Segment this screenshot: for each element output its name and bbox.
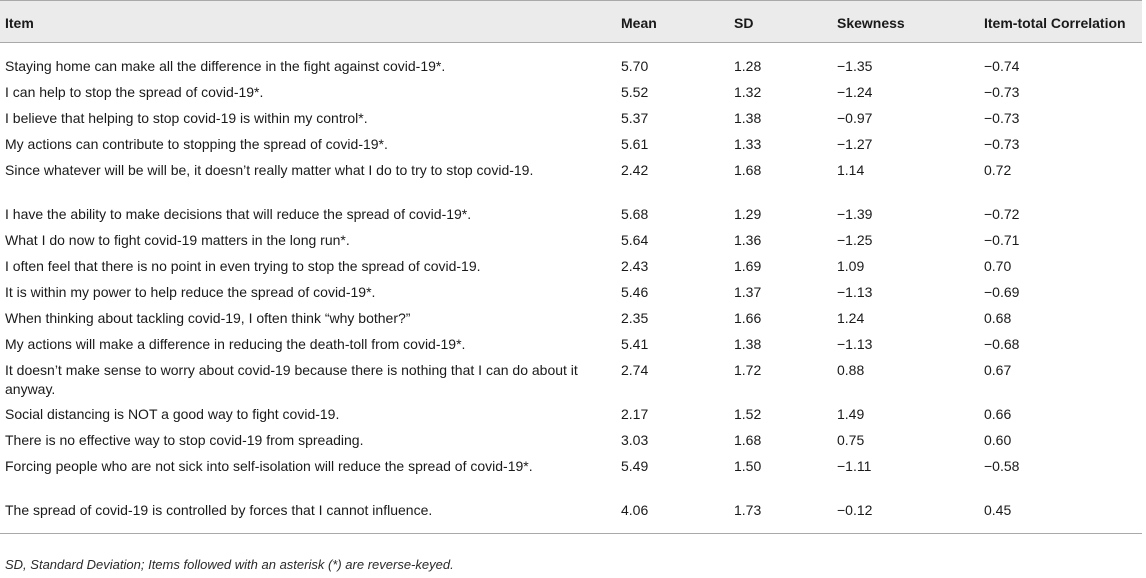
cell-skewness: −1.25 — [837, 232, 873, 248]
cell-item-total-correlation: −0.74 — [984, 58, 1020, 74]
cell-mean: 2.43 — [621, 258, 649, 274]
table-row — [0, 54, 1142, 80]
cell-item: There is no effective way to stop covid-19 from spreading. — [5, 432, 364, 448]
cell-mean: 5.61 — [621, 136, 649, 152]
table-row — [0, 280, 1142, 306]
cell-item: Staying home can make all the difference in the fight against covid-19*. — [5, 58, 446, 74]
cell-skewness: −1.27 — [837, 136, 873, 152]
cell-skewness: 1.09 — [837, 258, 865, 274]
cell-item-total-correlation: 0.45 — [984, 502, 1012, 518]
cell-skewness: −1.24 — [837, 84, 873, 100]
cell-item-total-correlation: 0.66 — [984, 406, 1012, 422]
table-row — [0, 132, 1142, 158]
cell-sd: 1.68 — [734, 432, 762, 448]
cell-item: I believe that helping to stop covid-19 is within my control*. — [5, 110, 368, 126]
table-row — [0, 454, 1142, 498]
header-mean: Mean — [621, 15, 657, 31]
cell-sd: 1.66 — [734, 310, 762, 326]
cell-mean: 5.37 — [621, 110, 649, 126]
table-row — [0, 202, 1142, 228]
cell-sd: 1.33 — [734, 136, 762, 152]
cell-item-total-correlation: 0.68 — [984, 310, 1012, 326]
cell-item: My actions will make a difference in reducing the death-toll from covid-19*. — [5, 336, 466, 352]
cell-sd: 1.29 — [734, 206, 762, 222]
table-row — [0, 228, 1142, 254]
cell-item-total-correlation: −0.69 — [984, 284, 1020, 300]
cell-skewness: −0.12 — [837, 502, 873, 518]
cell-sd: 1.28 — [734, 58, 762, 74]
table-row — [0, 498, 1142, 524]
cell-sd: 1.72 — [734, 362, 762, 378]
table-footnote: SD, Standard Deviation; Items followed with an asterisk (*) are reverse-keyed. — [5, 557, 454, 572]
cell-item: Social distancing is NOT a good way to fight covid-19. — [5, 406, 340, 422]
cell-item-total-correlation: 0.67 — [984, 362, 1012, 378]
cell-item-total-correlation: −0.71 — [984, 232, 1020, 248]
table-row — [0, 358, 1142, 402]
cell-item: Since whatever will be will be, it doesn’t really matter what I do to try to stop covid-19. — [5, 162, 534, 178]
cell-skewness: −1.13 — [837, 336, 873, 352]
table-header-row — [0, 1, 1142, 43]
cell-item: What I do now to fight covid-19 matters in the long run*. — [5, 232, 350, 248]
table-row — [0, 158, 1142, 202]
table-row — [0, 254, 1142, 280]
cell-mean: 5.64 — [621, 232, 649, 248]
cell-mean: 5.41 — [621, 336, 649, 352]
table-row — [0, 332, 1142, 358]
cell-item-total-correlation: −0.58 — [984, 458, 1020, 474]
cell-item: My actions can contribute to stopping the spread of covid-19*. — [5, 136, 388, 152]
cell-sd: 1.38 — [734, 336, 762, 352]
table-row — [0, 80, 1142, 106]
cell-item-total-correlation: −0.68 — [984, 336, 1020, 352]
table-top-spacer — [0, 43, 1142, 55]
header-sd: SD — [734, 15, 754, 31]
cell-mean: 5.46 — [621, 284, 649, 300]
cell-mean: 2.35 — [621, 310, 649, 326]
cell-sd: 1.32 — [734, 84, 762, 100]
cell-item-total-correlation: 0.60 — [984, 432, 1012, 448]
cell-skewness: 0.75 — [837, 432, 865, 448]
cell-item-total-correlation: −0.73 — [984, 84, 1020, 100]
cell-skewness: 1.14 — [837, 162, 865, 178]
cell-item-total-correlation: −0.72 — [984, 206, 1020, 222]
table-row — [0, 428, 1142, 454]
cell-mean: 2.17 — [621, 406, 649, 422]
cell-mean: 5.68 — [621, 206, 649, 222]
cell-skewness: −1.35 — [837, 58, 873, 74]
table-bottom-spacer — [0, 524, 1142, 534]
cell-item: When thinking about tackling covid-19, I often think “why bother?” — [5, 310, 411, 326]
cell-item-total-correlation: 0.72 — [984, 162, 1012, 178]
cell-item: I can help to stop the spread of covid-19*. — [5, 84, 264, 100]
header-item-total-correlation: Item-total Correlation — [984, 15, 1126, 31]
cell-item-total-correlation: 0.70 — [984, 258, 1012, 274]
cell-skewness: −1.39 — [837, 206, 873, 222]
cell-sd: 1.50 — [734, 458, 762, 474]
cell-mean: 4.06 — [621, 502, 649, 518]
cell-skewness: −1.11 — [837, 458, 872, 474]
cell-skewness: −0.97 — [837, 110, 873, 126]
cell-sd: 1.52 — [734, 406, 762, 422]
cell-skewness: −1.13 — [837, 284, 873, 300]
cell-sd: 1.69 — [734, 258, 762, 274]
cell-item: Forcing people who are not sick into self-isolation will reduce the spread of covid-19*. — [5, 458, 533, 474]
cell-mean: 2.74 — [621, 362, 649, 378]
table-row — [0, 106, 1142, 132]
cell-mean: 5.49 — [621, 458, 649, 474]
cell-mean: 5.70 — [621, 58, 649, 74]
table-row — [0, 402, 1142, 428]
cell-item-total-correlation: −0.73 — [984, 110, 1020, 126]
cell-item: It doesn’t make sense to worry about covid-19 because there is nothing that I can do about it anyway. — [5, 362, 578, 397]
cell-sd: 1.38 — [734, 110, 762, 126]
cell-sd: 1.36 — [734, 232, 762, 248]
cell-item: I have the ability to make decisions that will reduce the spread of covid-19*. — [5, 206, 472, 222]
cell-sd: 1.68 — [734, 162, 762, 178]
cell-sd: 1.73 — [734, 502, 762, 518]
cell-mean: 3.03 — [621, 432, 649, 448]
header-item: Item — [5, 15, 34, 31]
cell-skewness: 1.49 — [837, 406, 865, 422]
cell-mean: 5.52 — [621, 84, 649, 100]
header-skewness: Skewness — [837, 15, 905, 31]
cell-sd: 1.37 — [734, 284, 762, 300]
cell-mean: 2.42 — [621, 162, 649, 178]
cell-skewness: 0.88 — [837, 362, 865, 378]
cell-item: I often feel that there is no point in even trying to stop the spread of covid-19. — [5, 258, 481, 274]
table-row — [0, 306, 1142, 332]
cell-item: The spread of covid-19 is controlled by forces that I cannot influence. — [5, 502, 433, 518]
cell-item: It is within my power to help reduce the spread of covid-19*. — [5, 284, 376, 300]
cell-item-total-correlation: −0.73 — [984, 136, 1020, 152]
cell-skewness: 1.24 — [837, 310, 865, 326]
